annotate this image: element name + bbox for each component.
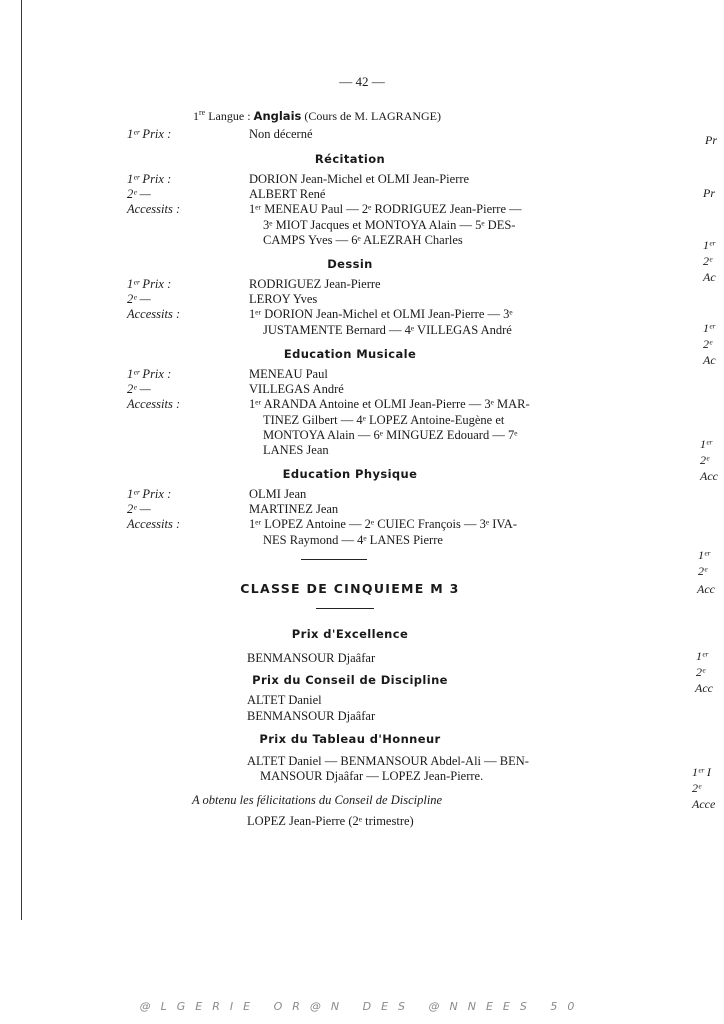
row-label: 2ᵉ — bbox=[127, 502, 151, 516]
anglais-prize-label: 1ᵉʳ Prix : bbox=[127, 127, 172, 141]
langue-label: Langue : bbox=[205, 109, 254, 123]
section-title-recitation: Récitation bbox=[314, 152, 386, 166]
prix-conseil-name: BENMANSOUR Djaâfar bbox=[247, 709, 376, 723]
margin-fragment: 1ᵉʳ bbox=[698, 548, 710, 562]
row-text: JUSTAMENTE Bernard — 4ᵉ VILLEGAS André bbox=[263, 323, 512, 337]
footer-watermark: @LGERIE OR@N DES @NNEES 50 bbox=[139, 1000, 585, 1013]
row-text: 1ᵉʳ MENEAU Paul — 2ᵉ RODRIGUEZ Jean-Pierre — bbox=[249, 202, 522, 216]
row-label: Accessits : bbox=[127, 202, 181, 216]
margin-fragment: 1ᵉʳ bbox=[703, 321, 715, 335]
margin-fragment: Ac bbox=[703, 270, 716, 284]
margin-fragment: 2ᵉ bbox=[700, 453, 710, 467]
section-divider bbox=[301, 559, 367, 560]
row-label: Accessits : bbox=[127, 397, 181, 411]
page-number: — 42 — bbox=[339, 74, 385, 89]
row-label: 1ᵉʳ Prix : bbox=[127, 277, 172, 291]
row-label: Accessits : bbox=[127, 517, 181, 531]
felicitations-title: A obtenu les félicitations du Conseil de Discipline bbox=[192, 793, 443, 807]
row-text: ALBERT René bbox=[249, 187, 326, 201]
row-text: DORION Jean-Michel et OLMI Jean-Pierre bbox=[249, 172, 470, 186]
class-title: CLASSE DE CINQUIEME M 3 bbox=[240, 581, 460, 596]
prix-tableau-line: ALTET Daniel — BENMANSOUR Abdel-Ali — BEN- bbox=[247, 754, 529, 768]
langue-prefix-sup: re bbox=[199, 108, 206, 117]
margin-fragment: 1ᵉʳ bbox=[703, 238, 715, 252]
row-text: 1ᵉʳ DORION Jean-Michel et OLMI Jean-Pierre — 3ᵉ bbox=[249, 307, 513, 321]
anglais-prize-value: Non décerné bbox=[249, 127, 313, 141]
row-text: 1ᵉʳ ARANDA Antoine et OLMI Jean-Pierre — 3ᵉ MAR- bbox=[249, 397, 530, 411]
margin-fragment: 1ᵉʳ I bbox=[692, 765, 711, 779]
margin-fragment: 1ᵉʳ bbox=[696, 649, 708, 663]
row-text: 3ᵉ MIOT Jacques et MONTOYA Alain — 5ᵉ DES- bbox=[263, 218, 516, 232]
row-label: 2ᵉ — bbox=[127, 292, 151, 306]
row-text: VILLEGAS André bbox=[249, 382, 344, 396]
row-label: 2ᵉ — bbox=[127, 187, 151, 201]
margin-fragment: 1ᵉʳ bbox=[700, 437, 712, 451]
margin-fragment: 2ᵉ bbox=[692, 781, 702, 795]
row-text: LANES Jean bbox=[263, 443, 329, 457]
row-text: CAMPS Yves — 6ᵉ ALEZRAH Charles bbox=[263, 233, 463, 247]
margin-fragment: Pr bbox=[703, 186, 715, 200]
row-label: 2ᵉ — bbox=[127, 382, 151, 396]
row-text: MARTINEZ Jean bbox=[249, 502, 339, 516]
langue-prefix: 1 bbox=[193, 109, 199, 123]
row-label: 1ᵉʳ Prix : bbox=[127, 367, 172, 381]
prix-conseil-title: Prix du Conseil de Discipline bbox=[252, 673, 448, 687]
margin-fragment: Ac bbox=[703, 353, 716, 367]
prix-tableau-title: Prix du Tableau d'Honneur bbox=[259, 732, 441, 746]
margin-fragment: Pr bbox=[705, 133, 717, 147]
row-text: OLMI Jean bbox=[249, 487, 307, 501]
langue-heading bbox=[193, 108, 441, 124]
row-text: MONTOYA Alain — 6ᵉ MINGUEZ Edouard — 7ᵉ bbox=[263, 428, 518, 442]
langue-subject: Anglais bbox=[253, 109, 302, 123]
margin-fragment: 2ᵉ bbox=[696, 665, 706, 679]
class-divider bbox=[316, 608, 374, 609]
felicitations-name: LOPEZ Jean-Pierre (2ᵉ trimestre) bbox=[247, 814, 414, 828]
row-label: Accessits : bbox=[127, 307, 181, 321]
section-title-education-physique: Education Physique bbox=[282, 467, 418, 481]
section-title-dessin: Dessin bbox=[327, 257, 373, 271]
margin-fragment: 2ᵉ bbox=[703, 337, 713, 351]
row-text: RODRIGUEZ Jean-Pierre bbox=[249, 277, 381, 291]
margin-fragment: Acc bbox=[697, 582, 715, 596]
margin-fragment: Acc bbox=[700, 469, 718, 483]
row-label: 1ᵉʳ Prix : bbox=[127, 172, 172, 186]
margin-fragment: Acc bbox=[695, 681, 713, 695]
margin-fragment: 2ᵉ bbox=[703, 254, 713, 268]
row-text: NES Raymond — 4ᵉ LANES Pierre bbox=[263, 533, 443, 547]
prix-excellence-title: Prix d'Excellence bbox=[291, 627, 409, 641]
row-label: 1ᵉʳ Prix : bbox=[127, 487, 172, 501]
row-text: TINEZ Gilbert — 4ᵉ LOPEZ Antoine-Eugène et bbox=[263, 413, 505, 427]
prix-excellence-name: BENMANSOUR Djaâfar bbox=[247, 651, 376, 665]
prix-conseil-name: ALTET Daniel bbox=[247, 693, 322, 707]
row-text: MENEAU Paul bbox=[249, 367, 328, 381]
section-title-education-musicale: Education Musicale bbox=[283, 347, 417, 361]
margin-fragment: 2ᵉ bbox=[698, 564, 708, 578]
row-text: 1ᵉʳ LOPEZ Antoine — 2ᵉ CUIEC François — 3ᵉ IVA- bbox=[249, 517, 517, 531]
margin-fragment: Acce bbox=[692, 797, 716, 811]
langue-rest: (Cours de M. LAGRANGE) bbox=[301, 109, 442, 123]
prix-tableau-line: MANSOUR Djaâfar — LOPEZ Jean-Pierre. bbox=[260, 769, 484, 783]
page-edge-line bbox=[21, 0, 22, 920]
row-text: LEROY Yves bbox=[249, 292, 318, 306]
